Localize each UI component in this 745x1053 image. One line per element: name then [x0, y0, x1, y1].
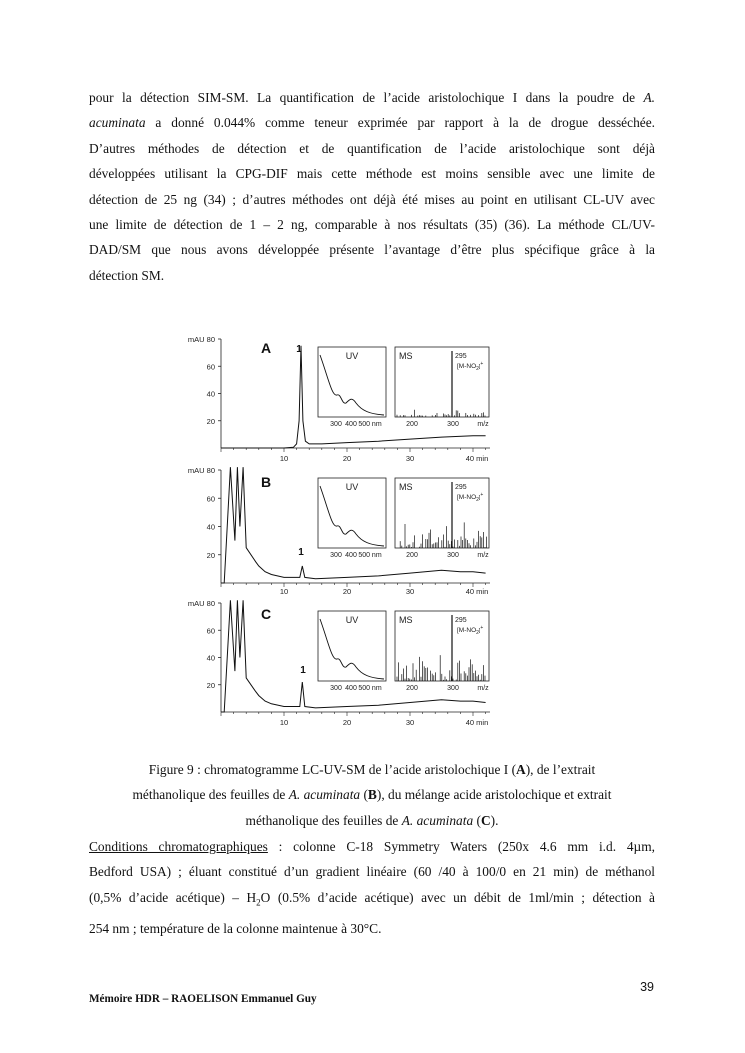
- ms-tick-label: m/z: [477, 421, 489, 428]
- x-tick-label: 10: [279, 718, 289, 727]
- x-tick-label: 40 min: [465, 587, 489, 596]
- uv-tick-label: 300: [330, 552, 342, 559]
- ms-ion-label: [$M-NO_2^{]+}$: [457, 625, 484, 636]
- uv-tick-label: 400: [345, 552, 357, 559]
- conditions-label: Conditions chromatographiques: [89, 839, 268, 854]
- ms-tick-label: 300: [447, 421, 459, 428]
- uv-inset-title: UV: [345, 615, 359, 625]
- ms-inset-title: MS: [399, 615, 413, 625]
- uv-inset-title: UV: [345, 482, 359, 492]
- conditions-line: Bedford USA) ; éluant constitué d’un gradient linéaire (60 /40 à 100/0 en 21 min) de méthanol: [89, 864, 655, 880]
- panel-label: A: [261, 340, 272, 356]
- conditions-paragraph: [89, 834, 655, 941]
- body-line: une limite de détection de 1 – 2 ng, comparable à nos résultats (35) (36). La méthode CL/UV-: [89, 217, 655, 233]
- x-tick-label: 10: [279, 454, 289, 463]
- peak-label: 1: [296, 344, 302, 355]
- ms-ion-label: [$M-NO_2^{]+}$: [457, 492, 484, 503]
- x-tick-label: 30: [405, 587, 415, 596]
- uv-tick-label: 300: [330, 421, 342, 428]
- ms-peak-label: 295: [455, 353, 467, 360]
- y-tick-label: mAU 80: [187, 335, 215, 344]
- body-line: développées utilisant la CPG-DIF mais cette méthode est moins sensible avec une limite de: [89, 166, 655, 182]
- x-tick-label: 40 min: [465, 454, 489, 463]
- panel-label: C: [261, 606, 272, 622]
- page-number: 39: [640, 980, 654, 994]
- x-tick-label: 20: [342, 454, 352, 463]
- footer-author: Mémoire HDR – RAOELISON Emmanuel Guy: [89, 993, 317, 1005]
- body-line: DAD/SM que nous avons développée présente l’avantage d’être plus spécifique grâce à la: [89, 242, 655, 258]
- uv-tick-label: 300: [330, 685, 342, 692]
- uv-tick-label: 500 nm: [358, 552, 382, 559]
- y-tick-label: 40: [206, 522, 215, 532]
- y-tick-label: mAU 80: [187, 466, 215, 475]
- x-tick-label: 10: [279, 587, 289, 596]
- ms-inset-title: MS: [399, 482, 413, 492]
- conditions-line: (0,5% d’acide acétique) – $H_2O$ (0.5% d’acide acétique) avec un débit de 1ml/min ; détection à: [89, 889, 656, 908]
- ms-tick-label: 200: [406, 552, 418, 559]
- y-tick-label: 40: [206, 389, 215, 399]
- y-tick-label: mAU 80: [187, 599, 215, 608]
- x-tick-label: 30: [405, 718, 415, 727]
- y-tick-label: 20: [206, 416, 215, 426]
- ms-peak-label: 295: [455, 617, 467, 624]
- body-line: pour la détection SIM-SM. La quantification de l’acide aristolochique I dans la poudre de A.: [89, 90, 655, 105]
- y-tick-label: 60: [206, 626, 215, 636]
- conditions-line: Conditions chromatographiques : colonne C-18 Symmetry Waters (250x 4.6 mm i.d. 4µm,: [89, 839, 656, 854]
- figure-caption: [89, 757, 655, 833]
- caption-line: Figure 9 : chromatogramme LC-UV-SM de l’acide aristolochique I (A), de l’extrait: [148, 762, 596, 777]
- body-line: détection de 25 ng (34) ; d’autres méthodes ont déjà été mises au point en utilisant CL-UV avec: [89, 191, 655, 207]
- ms-tick-label: m/z: [477, 685, 489, 692]
- body-line: détection SM.: [89, 267, 165, 283]
- y-tick-label: 20: [206, 680, 215, 690]
- y-tick-label: 20: [206, 550, 215, 560]
- x-tick-label: 20: [342, 718, 352, 727]
- panel-label: B: [261, 474, 272, 490]
- ms-tick-label: 300: [447, 552, 459, 559]
- uv-tick-label: 500 nm: [358, 685, 382, 692]
- x-tick-label: 40 min: [465, 718, 489, 727]
- y-tick-label: 60: [206, 362, 215, 372]
- x-tick-label: 30: [405, 454, 415, 463]
- body-line: acuminata a donné 0.044% comme teneur exprimée par rapport à la de drogue desséchée.: [89, 115, 655, 131]
- ms-ion-label: [$M-NO_2^{]+}$: [457, 361, 484, 372]
- uv-tick-label: 500 nm: [358, 421, 382, 428]
- body-line: D’autres méthodes de détection et de quantification de l’acide aristolochique sont déjà: [89, 140, 655, 156]
- ms-tick-label: m/z: [477, 552, 489, 559]
- peak-label: 1: [298, 547, 304, 558]
- peak-label: 1: [300, 665, 306, 676]
- ms-tick-label: 300: [447, 685, 459, 692]
- caption-line: méthanolique des feuilles de A. acuminata (B), du mélange acide aristolochique et extrait: [132, 787, 612, 803]
- y-tick-label: 60: [206, 494, 215, 504]
- ms-inset-title: MS: [399, 351, 413, 361]
- body-paragraph: [89, 85, 655, 288]
- ms-tick-label: 200: [406, 685, 418, 692]
- uv-inset-title: UV: [345, 351, 359, 361]
- x-tick-label: 20: [342, 587, 352, 596]
- y-tick-label: 40: [206, 653, 215, 663]
- uv-tick-label: 400: [345, 421, 357, 428]
- caption-line: méthanolique des feuilles de A. acuminata (C).: [245, 812, 499, 828]
- chromatogram-figure: [0, 330, 745, 730]
- ms-tick-label: 200: [406, 421, 418, 428]
- conditions-line: 254 nm ; température de la colonne maintenue à 30°C.: [89, 920, 382, 936]
- ms-peak-label: 295: [455, 484, 467, 491]
- uv-tick-label: 400: [345, 685, 357, 692]
